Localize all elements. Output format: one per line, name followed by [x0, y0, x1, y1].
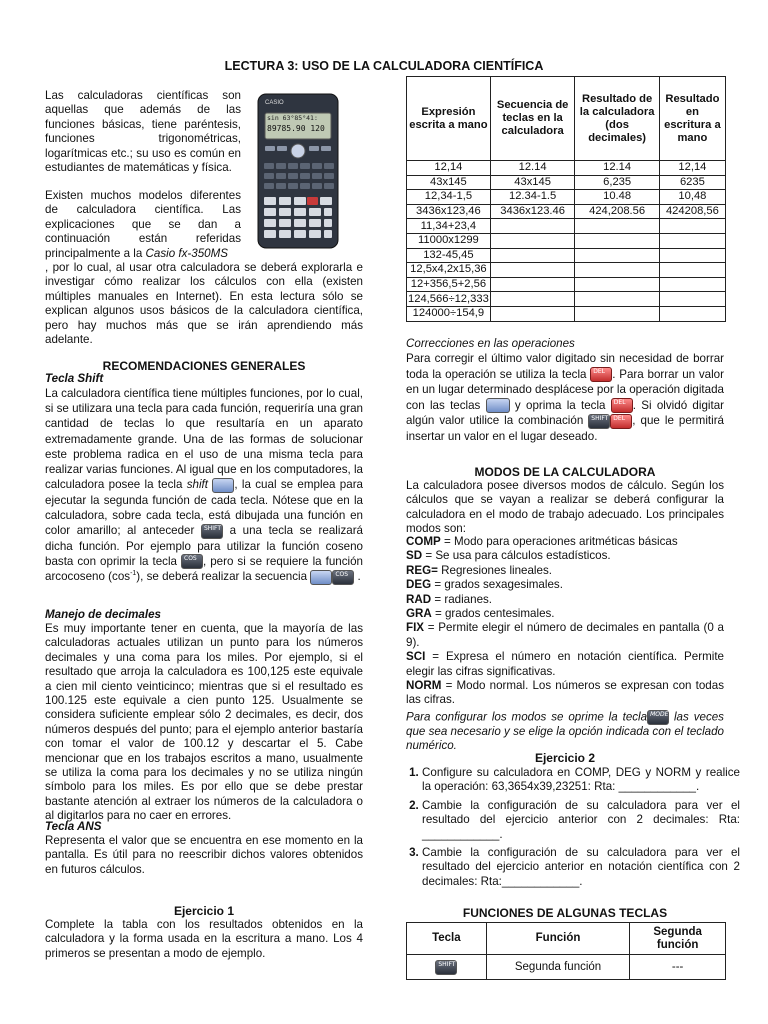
table-row	[407, 233, 726, 248]
table-cell	[490, 219, 575, 234]
calculator-display-top: sin 63°85°41:	[267, 114, 318, 122]
table-row	[407, 161, 726, 176]
intro-paragraph-2b: , por lo cual, al usar otra calculadora se deberá explorarla e investigar cómo realizar los cálculos con ella (existen múltiples manuales en Internet). En esta lectura sólo se explican algunos usos básicos de la calculadora científica, pero hay muchos más que se irán aprendiendo más adelante.	[45, 261, 363, 347]
table-cell: ---	[630, 955, 726, 980]
mode-desc: = Permite elegir el número de decimales en pantalla (0 a 9).	[406, 621, 724, 649]
column-header: Resultado en escritura a mano	[659, 77, 725, 161]
table-cell	[490, 306, 575, 321]
mode-desc: Regresiones lineales.	[437, 563, 552, 577]
table-cell	[659, 306, 725, 321]
funciones-table	[406, 922, 726, 980]
table-cell	[659, 277, 725, 292]
shift-text: , pero si se requiere la función arcocoseno (cos	[45, 554, 363, 584]
table-cell: 11000x1299	[407, 233, 491, 248]
table-row	[407, 955, 726, 980]
table-cell	[659, 263, 725, 278]
table-cell: 43x145	[490, 175, 575, 190]
superscript: -1	[130, 570, 137, 578]
ejercicio-2-heading: Ejercicio 2	[534, 751, 596, 765]
table-cell	[575, 219, 659, 234]
mode-desc: = radianes.	[431, 592, 493, 606]
table-cell: 6,235	[575, 175, 659, 190]
table-cell	[575, 277, 659, 292]
table-cell	[490, 263, 575, 278]
mode-item	[406, 607, 724, 621]
mode-desc: = grados centesimales.	[431, 607, 555, 621]
table-cell: 424,208.56	[575, 204, 659, 219]
table-cell	[490, 248, 575, 263]
table-cell	[575, 306, 659, 321]
modos-intro: La calculadora posee diversos modos de cálculo. Según los cálculos que se vayan a realizar se deberá configurar la calculadora en el modo de trabajo adecuado. Los principales modos son:	[406, 479, 724, 536]
table-row	[407, 306, 726, 321]
calculator-model: Casio fx-350MS	[145, 246, 229, 260]
mode-key-icon	[647, 710, 669, 725]
intro-text: Existen muchos modelos diferentes de calculadora científica. Las explicaciones que se dan a continuación están referidas principalmente a la	[45, 189, 241, 260]
mode-item	[406, 593, 724, 607]
mode-desc: = Se usa para cálculos estadísticos.	[422, 549, 611, 563]
section-heading-funciones: FUNCIONES DE ALGUNAS TECLAS	[462, 906, 668, 920]
corr-text: . Si olvidó digitar algún valor utilice la combinación	[406, 398, 725, 428]
shift-key-icon	[588, 414, 610, 429]
table-cell	[575, 233, 659, 248]
table-cell: 124000÷154,9	[407, 306, 491, 321]
mode-desc: = grados sexagesimales.	[431, 578, 563, 592]
intro-paragraph-1: Las calculadoras científicas son aquellas que además de las funciones básicas, tiene paréntesis, funciones trigonométricas, logarítmicas etc.; su uso es común en estudiantes de matemáticas y física.	[45, 89, 241, 175]
decimales-paragraph: Es muy importante tener en cuenta, que la mayoría de las calculadoras actuales utilizan un punto para los números decimales y una coma para los miles. Por ejemplo, si el resultado que arroja la calculadora es 100,125 este equivale a cien mil ciento veinticinco; mientras que si el resultado es 100.125 este equivale a cien punto 125. Usualmente se considera suficiente emplear sólo 2 decimales, es decir, dos números después del punto; para el ejemplo anterior bastaría con tomar el valor de 100.12 y descartar el 5. Cabe mencionar que en los trabajos escritos a mano, usualmente se utiliza la coma para los decimales y no se utiliza ningún símbolo para los miles. Es por ello que se debe prestar bastante atención al extraer los números de la calculadora o al digitarlos para no caer en errores.	[45, 622, 363, 823]
ejercicio-1-paragraph: Complete la tabla con los resultados obtenidos en la calculadora y la forma usada en la escritura a mano. Los 4 primeros se presentan a modo de ejemplo.	[45, 918, 363, 960]
table-row	[407, 277, 726, 292]
key-label: DEL	[593, 368, 606, 376]
page-title: LECTURA 3: USO DE LA CALCULADORA CIENTÍFICA	[224, 59, 544, 73]
corr-text: y oprima la tecla	[509, 398, 611, 412]
intro-paragraph-2a	[45, 189, 241, 261]
table-cell: 6235	[659, 175, 725, 190]
table-cell	[575, 292, 659, 307]
key-label: DEL	[613, 399, 626, 407]
ejercicio-2-item: 1. Configure su calculadora en COMP, DEG y NORM y realice la operación: 63,3654x39,23251: Rta: ____________.	[422, 766, 740, 795]
ejercicio-1-heading: Ejercicio 1	[173, 904, 235, 918]
table-cell: 12.14	[490, 161, 575, 176]
mode-key: REG=	[406, 563, 438, 577]
shift-key-icon	[310, 570, 332, 585]
key-label: COS	[335, 570, 349, 578]
table-row	[407, 263, 726, 278]
table-cell: 12,14	[407, 161, 491, 176]
column-header: Función	[486, 923, 630, 955]
modos-config	[406, 710, 724, 754]
modos-list	[406, 535, 724, 708]
table-cell: 10,48	[659, 190, 725, 205]
ejercicio-2-list	[406, 766, 740, 893]
table-cell	[659, 292, 725, 307]
table-cell: 11,34+23,4	[407, 219, 491, 234]
subheading-decimales: Manejo de decimales	[45, 608, 161, 621]
table-header-row	[407, 923, 726, 955]
shift-word: shift	[186, 478, 208, 492]
table-row	[407, 292, 726, 307]
mode-item	[406, 650, 724, 679]
table-cell	[659, 233, 725, 248]
key-label: SHIFT	[203, 524, 222, 532]
mode-item	[406, 578, 724, 592]
shift-text: ), se deberá realizar la secuencia	[136, 570, 308, 584]
calculator-illustration	[257, 93, 339, 249]
table-cell	[490, 277, 575, 292]
shift-text: a una tecla se realizará dicha función. Por ejemplo para utilizar la función coseno basta con oprimir la tecla	[45, 524, 363, 568]
table-cell: 132-45,45	[407, 248, 491, 263]
mode-item	[406, 535, 724, 549]
shift-paragraph: La calculadora científica tiene múltiples funciones, por lo cual, si se utilizara una tecla para cada función, requeriría una gran cantidad de teclas lo que resultaría en un aparato extremadamente grande. Una de las formas de solucionar este problema radica en el uso de una misma tecla para realizar varias funciones. Al igual que en los computadores, la calculadora posee la tecla shift , la cual se emplea para ejecutar la segunda función de cada tecla. Nótese que en la calculadora, sobre cada tecla, está dibujada una función en color amarillo; al anteceder SHIFT a una tecla se realizará dicha función. Por ejemplo para utilizar la función coseno basta con oprimir la tecla COS , pero si se requiere la función arcocoseno $(\cos^{-1})$, se deberá realizar la secuencia COS .	[45, 387, 363, 584]
mode-desc: = Modo para operaciones aritméticas básicas	[440, 535, 678, 548]
subheading-tecla-ans: Tecla ANS	[45, 820, 102, 833]
column-header: Secuencia de teclas en la calculadora	[490, 77, 575, 161]
ejercicio-2-item: 3. Cambie la configuración de su calculadora para ver el resultado del ejercicio anterior en notación científica con 2 decimales: Rta:____________.	[422, 846, 740, 889]
correcciones-title: Correcciones en las operaciones	[406, 337, 575, 350]
shift-text: , la cual se emplea para ejecutar la segunda función de cada tecla. Nótese que en la calculadora, sobre cada tecla, está dibujada una función en color amarillo; al anteceder	[45, 478, 363, 538]
table-cell	[659, 248, 725, 263]
cos-key-icon	[332, 570, 354, 585]
mode-desc: = Modo normal. Los números se expresan con todas las cifras.	[406, 679, 724, 707]
column-header: Segunda función	[630, 923, 726, 955]
mode-key: NORM	[406, 679, 442, 693]
config-text: Para configurar los modos se oprime la tecla	[406, 710, 648, 724]
mode-key: FIX	[406, 621, 425, 635]
table-cell	[490, 292, 575, 307]
correcciones-paragraph	[406, 351, 724, 445]
table-cell: 12+356,5+2,56	[407, 277, 491, 292]
table-cell: 124,566÷12,333	[408, 292, 489, 305]
mode-key: GRA	[406, 607, 432, 621]
config-text: las veces que sea necesario y se elige la opción indicada con el teclado numérico.	[406, 710, 724, 753]
table-cell: 12,34-1,5	[407, 190, 491, 205]
table-cell	[407, 955, 487, 980]
column-header: Expresión escrita a mano	[407, 77, 491, 161]
mode-key: SD	[406, 549, 423, 563]
table-cell	[659, 219, 725, 234]
table-row	[407, 175, 726, 190]
shift-key-icon	[212, 478, 234, 493]
corr-text: Para corregir el último valor digitado sin necesidad de borrar toda la operación se utiliza la tecla	[406, 352, 724, 381]
mode-desc: = Expresa el número en notación científica. Permite elegir las cifras significativas.	[406, 650, 724, 678]
mode-item	[406, 679, 724, 708]
key-label: SHIFT	[591, 414, 609, 422]
table-header-row	[407, 77, 726, 161]
table-cell: 12.14	[575, 161, 659, 176]
table-cell	[575, 248, 659, 263]
table-row	[407, 219, 726, 234]
subheading-tecla-shift: Tecla Shift	[45, 372, 104, 385]
del-key-icon	[611, 398, 633, 413]
del-key-icon	[610, 414, 632, 429]
ans-paragraph: Representa el valor que se encuentra en ese momento en la pantalla. Es útil para no reescribir dichos valores obtenidos en futuros cálculos.	[45, 834, 363, 876]
shift-text: La calculadora científica tiene múltiples funciones, por lo cual, si se utilizara una tecla para cada función, requeriría una gran cantidad de teclas lo que resultaría en un aparato extremadamente grande. Una de las formas de solucionar este problema radica en el uso de una misma tecla para realizar varias funciones. Al igual que en los computadores, la calculadora posee la tecla	[45, 387, 363, 492]
calculator-brand: CASIO	[265, 100, 284, 106]
table-cell: 424208,56	[659, 204, 725, 219]
mode-key: SCI	[406, 650, 426, 664]
ejercicio-2-item: 2. Cambie la configuración de su calculadora para ver el resultado del ejercicio anterior con 2 decimales: Rta: ____________.	[422, 799, 740, 842]
results-table	[406, 76, 726, 322]
table-cell: 3436x123.46	[490, 204, 575, 219]
table-row	[407, 204, 726, 219]
table-cell: 3436x123,46	[407, 204, 491, 219]
replay-key-icon	[486, 398, 510, 413]
shift-key-icon	[435, 960, 457, 975]
table-cell	[490, 233, 575, 248]
key-label: DEL	[613, 414, 626, 422]
table-row	[407, 248, 726, 263]
table-row	[407, 190, 726, 205]
key-label: SHIFT	[438, 960, 456, 968]
table-cell: 43x145	[407, 175, 491, 190]
shift-key-icon	[201, 524, 223, 539]
column-header: Resultado de la calculadora (dos decimales)	[575, 77, 659, 161]
table-cell: 12,5x4,2x15,36	[407, 263, 491, 278]
cos-key-icon	[181, 554, 203, 569]
key-label: COS	[184, 555, 197, 563]
corr-text: . Para borrar un valor en un lugar determinado desplácese por la operación digitada con las teclas	[406, 367, 724, 412]
section-heading-recomendaciones: RECOMENDACIONES GENERALES	[102, 359, 306, 373]
mode-item	[406, 621, 724, 650]
corr-text: , que le permitirá insertar un valor en el lugar deseado.	[406, 414, 724, 443]
calculator-display-main: 89785.90 120	[267, 124, 325, 133]
table-cell	[575, 263, 659, 278]
column-header: Tecla	[407, 923, 487, 955]
del-key-icon	[590, 367, 612, 382]
table-cell: 12.34-1.5	[490, 190, 575, 205]
section-heading-modos: MODOS DE LA CALCULADORA	[474, 465, 656, 479]
table-cell: 12,14	[659, 161, 725, 176]
table-cell: 10.48	[575, 190, 659, 205]
table-cell: Segunda función	[486, 955, 630, 980]
mode-key: COMP	[406, 535, 441, 548]
mode-key: RAD	[406, 592, 432, 606]
mode-item	[406, 549, 724, 563]
key-label: MODE	[650, 711, 669, 718]
mode-key: DEG	[406, 578, 432, 592]
mode-item	[406, 564, 724, 578]
